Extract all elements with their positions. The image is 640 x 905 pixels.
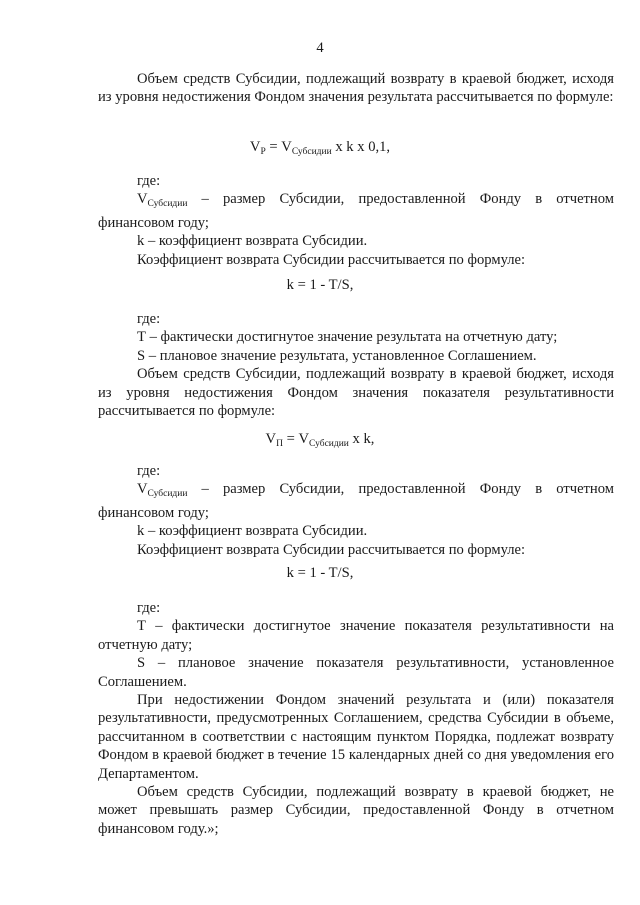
definitions-block-3 xyxy=(98,462,614,559)
formula-equals: = V xyxy=(265,139,292,155)
formula-equals: = V xyxy=(282,431,310,447)
paragraph-failure: При недостижении Фондом значений результата и (или) показателя результативности, предусмотренных Соглашением, средства Субсидии в объеме, рассчитанном в соответствии с настоящим пунктом Порядка, подлежат возврату Фондом в краевой бюджет в течение 15 календарных дней со дня уведомления его Департаментом. xyxy=(98,692,614,782)
coefficient-intro: Коэффициент возврата Субсидии рассчитывается по формуле: xyxy=(137,541,526,558)
definitions-block-1 xyxy=(98,172,614,269)
where-label: где: xyxy=(137,463,161,479)
formula-rest: x k x 0,1, xyxy=(331,139,391,155)
formula-symbol: V xyxy=(265,431,277,447)
formula-k-2: k = 1 - T/S, xyxy=(286,565,354,581)
formula-subscript: Р xyxy=(260,147,266,157)
formula-subscript: П xyxy=(276,439,283,449)
formula-vp xyxy=(0,430,640,453)
paragraph-final: Объем средств Субсидии, подлежащий возврату в краевой бюджет, не может превышать размер Субсидии, предоставленной Фонду в отчетном финансовом году.»; xyxy=(98,784,614,837)
where-label: где: xyxy=(137,600,161,616)
where-label: где: xyxy=(137,311,161,327)
paragraph-volume-indicator: Объем средств Субсидии, подлежащий возврату в краевой бюджет, исходя из уровня недостижения Фондом значения показателя результативности рассчитывается по формуле: xyxy=(98,366,614,420)
definition-t: Т – фактически достигнутое значение показателя результативности на отчетную дату; xyxy=(98,618,614,653)
definition-k: k – коэффициент возврата Субсидии. xyxy=(137,523,368,540)
formula-subscript: Субсидии xyxy=(291,147,332,157)
definition-k: k – коэффициент возврата Субсидии. xyxy=(137,233,368,250)
definitions-block-2 xyxy=(98,310,614,420)
page-number: 4 xyxy=(316,40,324,56)
formula-vr xyxy=(0,138,640,161)
coefficient-intro: Коэффициент возврата Субсидии рассчитывается по формуле: xyxy=(137,251,526,268)
formula-rest: x k, xyxy=(348,431,375,447)
definition-t: Т – фактически достигнутое значение результата на отчетную дату; xyxy=(137,329,558,346)
paragraph-text: Объем средств Субсидии, подлежащий возврату в краевой бюджет, исходя из уровня недостижения Фондом значения результата рассчитывается по формуле: xyxy=(98,71,614,106)
definition-s: S – плановое значение показателя результативности, установленное Соглашением. xyxy=(98,655,614,690)
formula-k-1: k = 1 - T/S, xyxy=(286,277,354,293)
definition-s: S – плановое значение результата, установленное Соглашением. xyxy=(137,347,537,364)
definition-v: $V_{Субсидии}$ – размер Субсидии, предоставленной Фонду в отчетном финансовом году; xyxy=(98,481,614,521)
definitions-block-4 xyxy=(98,599,614,838)
paragraph-volume-result xyxy=(98,70,614,107)
formula-symbol: V xyxy=(249,139,261,155)
formula-subscript: Субсидии xyxy=(309,439,349,449)
definition-v: $V_{Субсидии}$ – размер Субсидии, предоставленной Фонду в отчетном финансовом году; xyxy=(98,191,614,231)
where-label: где: xyxy=(137,173,161,189)
